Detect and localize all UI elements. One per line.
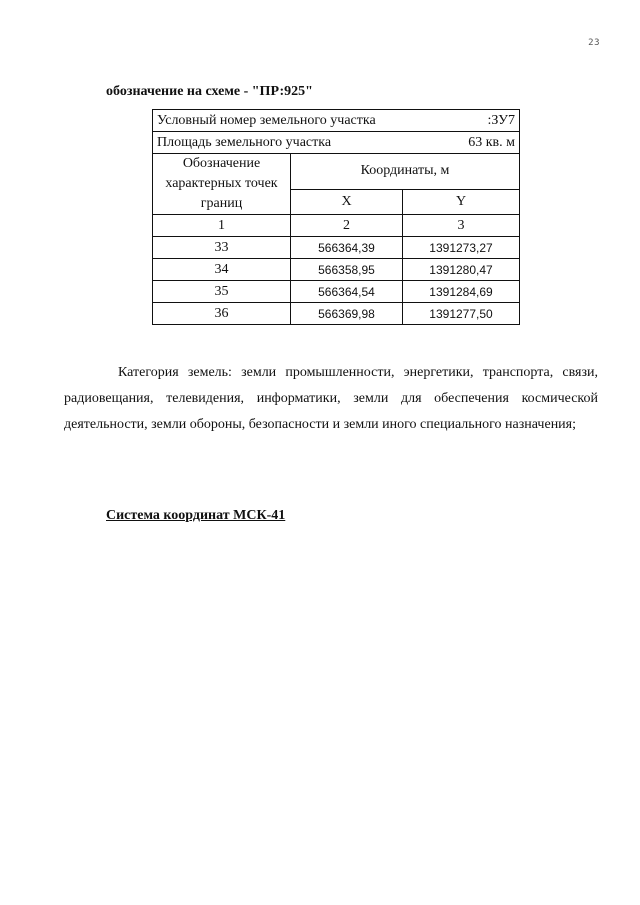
page-number: 23 <box>588 38 600 48</box>
x-coordinate: 566358,95 <box>291 259 403 281</box>
y-coordinate: 1391284,69 <box>403 281 520 303</box>
point-id: 36 <box>153 303 291 325</box>
parcel-number-value: :ЗУ7 <box>487 112 515 128</box>
coordinate-system-heading: Система координат МСК-41 <box>106 508 286 523</box>
scheme-designation-heading: обозначение на схеме - "ПР:925" <box>106 84 313 99</box>
point-id: 35 <box>153 281 291 303</box>
x-coordinate: 566369,98 <box>291 303 403 325</box>
land-category-text: Категория земель: земли промышленности, энергетики, транспорта, связи, радиовещания, телевидения, информатики, земли для обеспечения космической деятельности, земли обороны, безопасности и земли иного специального назначения; <box>64 365 598 432</box>
column-number: 1 <box>153 215 291 237</box>
y-coordinate: 1391277,50 <box>403 303 520 325</box>
parcel-area-row <box>153 132 520 154</box>
parcel-area-value: 63 кв. м <box>468 134 515 150</box>
table-row <box>153 259 520 281</box>
y-coordinate: 1391273,27 <box>403 237 520 259</box>
coordinates-table <box>152 109 520 325</box>
x-header: X <box>291 189 403 214</box>
coords-header: Координаты, м <box>291 154 520 190</box>
table-row <box>153 281 520 303</box>
y-header: Y <box>403 189 520 214</box>
point-id: 34 <box>153 259 291 281</box>
land-category-paragraph <box>64 360 598 438</box>
point-id: 33 <box>153 237 291 259</box>
parcel-number-row <box>153 110 520 132</box>
parcel-number-cell <box>153 110 520 132</box>
header-row <box>153 154 520 190</box>
x-coordinate: 566364,54 <box>291 281 403 303</box>
parcel-area-label: Площадь земельного участка <box>157 134 332 150</box>
table-row <box>153 303 520 325</box>
parcel-number-label: Условный номер земельного участка <box>157 112 376 128</box>
column-number: 3 <box>403 215 520 237</box>
points-header: Обозначение характерных точек границ <box>153 154 291 215</box>
x-coordinate: 566364,39 <box>291 237 403 259</box>
column-number-row <box>153 215 520 237</box>
column-number: 2 <box>291 215 403 237</box>
y-coordinate: 1391280,47 <box>403 259 520 281</box>
table-row <box>153 237 520 259</box>
parcel-area-cell <box>153 132 520 154</box>
